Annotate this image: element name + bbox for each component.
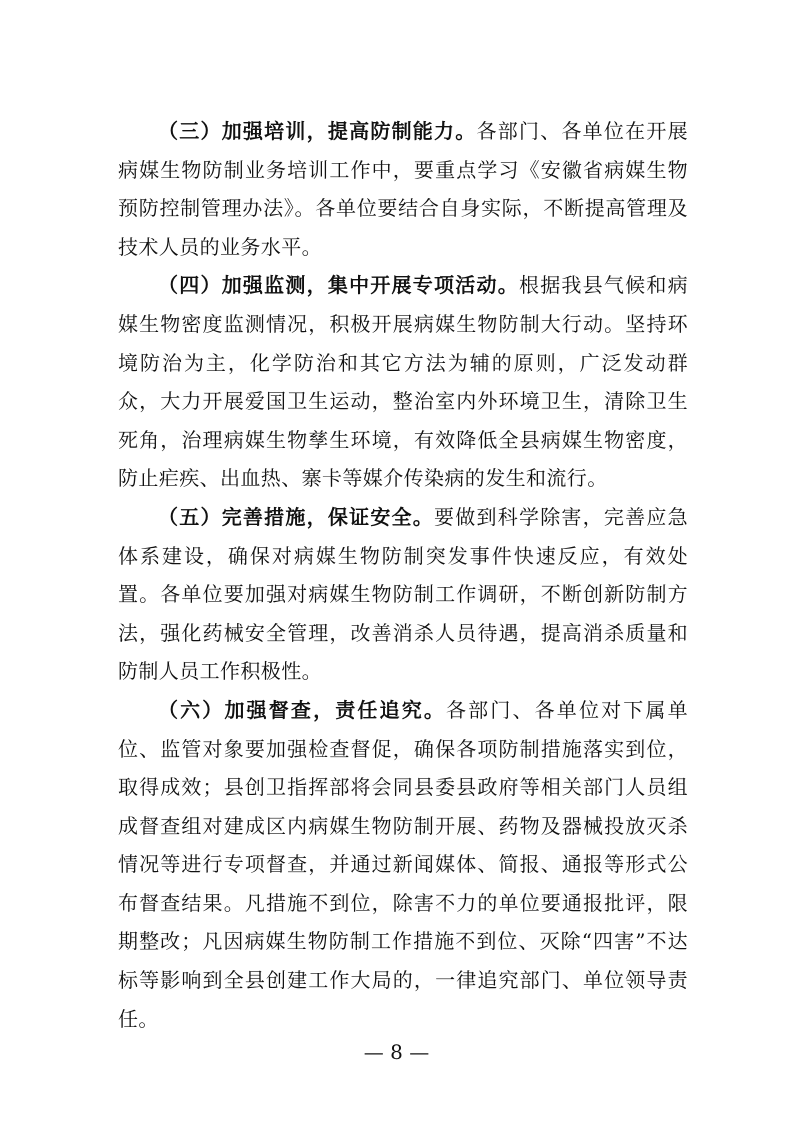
paragraph-safety-measures — [118, 498, 688, 691]
paragraph-text: 各部门、各单位在开展病媒生物防制业务培训工作中，要重点学习《安徽省病媒生物预防控制管理办法》。各单位要结合自身实际，不断提高管理及技术人员的业务水平。 — [118, 119, 688, 259]
paragraph-heading: （三）加强培训，提高防制能力。 — [158, 119, 477, 143]
page-number: — 8 — — [363, 1040, 430, 1064]
paragraph-heading: （四）加强监测，集中开展专项活动。 — [158, 273, 519, 298]
paragraph-heading: （五）完善措施，保证安全。 — [158, 504, 435, 529]
paragraph-text: 各部门、各单位对下属单位、监管对象要加强检查督促，确保各项防制措施落实到位，取得成效；县创卫指挥部将会同县委县政府等相关部门人员组成督查组对建成区内病媒生物防制开展、药物及器械投放灭杀情况等进行专项督查，并通过新闻媒体、简报、通报等形式公布督查结果。凡措施不到位，除害不力的单位要通报批评，限期整改；凡因病媒生物防制工作措施不到位、灭除“四害”不达标等影响到全县创建工作大局的，一律追究部门、单位领导责任。 — [118, 697, 688, 1031]
paragraph-text: 要做到科学除害，完善应急体系建设，确保对病媒生物防制突发事件快速反应，有效处置。各单位要加强对病媒生物防制工作调研，不断创新防制方法，强化药械安全管理，改善消杀人员待遇，提高消杀质量和防制人员工作积极性。 — [118, 504, 688, 684]
paragraph-monitoring — [118, 266, 688, 498]
document-body — [118, 112, 688, 1038]
paragraph-heading: （六）加强督查，责任追究。 — [158, 697, 447, 722]
paragraph-text: 根据我县气候和病媒生物密度监测情况，积极开展病媒生物防制大行动。坚持环境防治为主，化学防治和其它方法为辅的原则，广泛发动群众，大力开展爱国卫生运动，整治室内外环境卫生，清除卫生死角，治理病媒生物孳生环境，有效降低全县病媒生物密度，防止疟疾、出血热、寨卡等媒介传染病的发生和流行。 — [118, 273, 688, 491]
paragraph-training — [118, 112, 688, 266]
paragraph-supervision — [118, 691, 688, 1038]
